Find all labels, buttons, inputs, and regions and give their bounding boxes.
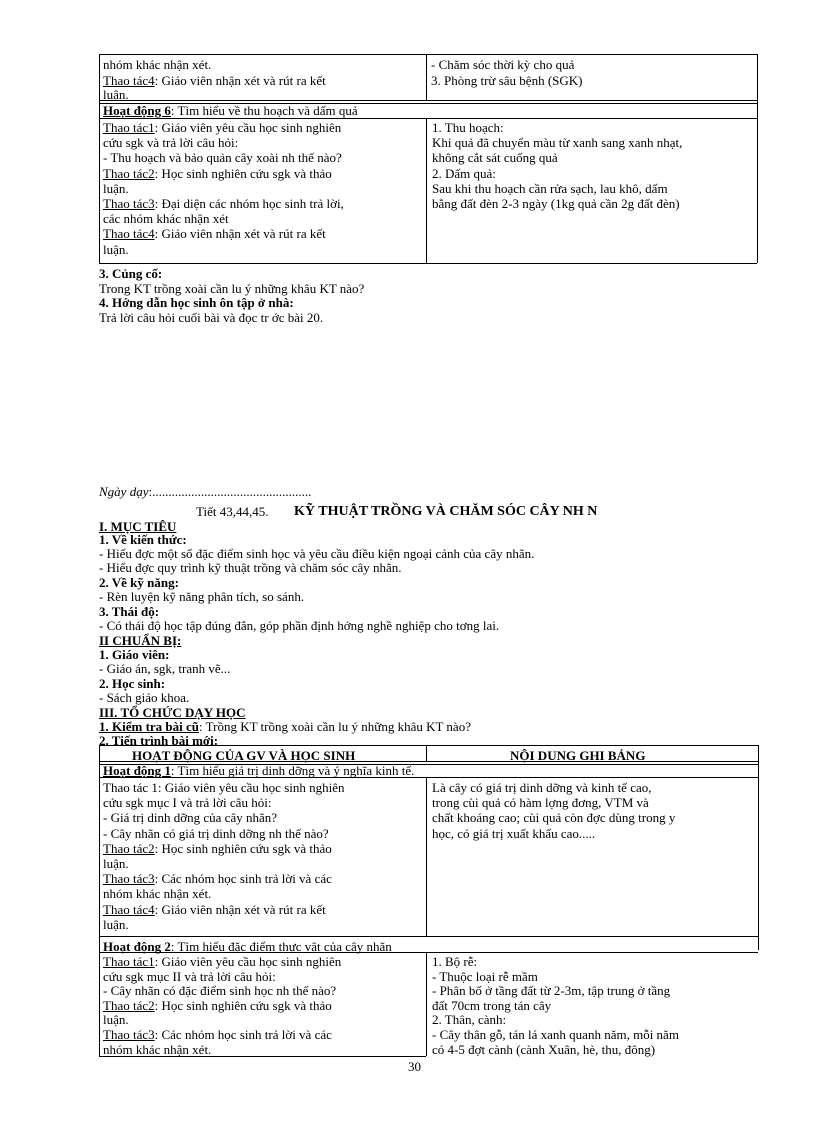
cell-line: [103, 167, 332, 180]
student-heading: 2. Học sinh:: [99, 676, 166, 691]
date-label: Ngày dạy: [99, 484, 149, 499]
lesson-title: KỸ THUẬT TRỒNG VÀ CHĂM SÓC CÂY NH N: [294, 504, 598, 519]
cell-line: [103, 243, 129, 256]
step-label: Thao tác3: [103, 196, 155, 211]
table2-border-right: [758, 745, 759, 950]
step-label: Thao tác1: [103, 120, 155, 135]
check-text: : Trồng KT trồng xoài cần lu ý những khâu KT nào?: [199, 719, 471, 734]
table2-row-separator: [99, 936, 758, 937]
cell-line: bằng đất đèn 2-3 ngày (1kg quả cần 2g đất đèn): [432, 196, 680, 211]
activity2-label: Hoạt động 2: [103, 939, 171, 954]
guide-title: 4. Hớng dẫn học sinh ôn tập ở nhà:: [99, 295, 294, 310]
cell-line: Là cây có giá trị dinh dỡng và kinh tế cao,: [432, 780, 652, 795]
cell-line: có 4-5 đợt cành (cành Xuân, hè, thu, đông): [432, 1041, 656, 1057]
cell-line: - Thuộc loại rễ mầm: [432, 968, 538, 984]
step-label: Thao tác2: [103, 997, 155, 1013]
cell-line: [103, 872, 332, 885]
cell-line: [103, 1028, 332, 1041]
consolidation-title: 3. Củng cố:: [99, 266, 163, 281]
cell-line: [103, 781, 345, 794]
organization-heading: III. TỔ CHỨC DẠY HỌC: [99, 705, 246, 720]
table2-activity2-divider: [426, 952, 427, 1056]
step-label: Thao tác2: [103, 165, 155, 181]
check-label: 1. Kiểm tra bài cũ: [99, 719, 200, 734]
activity6-text: : Tìm hiểu về thu hoạch và dấm quả: [170, 103, 358, 118]
top-table-divider: [426, 54, 427, 101]
activity1-text: : Tìm hiểu giá trị dinh dỡng và ý nghĩa kinh tế.: [170, 763, 415, 778]
cell-line: [103, 857, 129, 870]
cell-line: [103, 151, 342, 164]
check-old-lesson: [99, 720, 471, 733]
cell-line: đất 70cm trong tán cây: [432, 997, 552, 1013]
cell-line: [103, 903, 326, 916]
teacher-heading: 1. Giáo viên:: [99, 647, 170, 662]
step-label: Thao tác4: [103, 226, 155, 242]
process-heading: 2. Tiến trình bài mới:: [99, 733, 219, 748]
cell-line: [103, 136, 238, 149]
cell-line: [103, 227, 326, 240]
step-text: : Đại diện các nhóm học sinh trả lời,: [154, 196, 344, 211]
activity6-heading: [103, 104, 358, 117]
cell-line: [103, 197, 344, 210]
knowledge-item-2: - Hiểu đợc quy trình kỹ thuật trồng và chăm sóc cây nhãn.: [99, 560, 402, 575]
step-text: : Học sinh nghiên cứu sgk và thảo: [154, 997, 332, 1013]
cell-line: 1. Thu hoạch:: [432, 120, 504, 135]
cell-line: [103, 811, 277, 824]
page-number: 30: [408, 1059, 421, 1074]
top-table-border-top: [99, 54, 757, 55]
step-text: : Các nhóm học sinh trả lời và các: [154, 1027, 332, 1042]
step-text: Thao tác 1: Giáo viên yêu cầu học sinh nghiên: [103, 780, 345, 795]
step-text: luận.: [103, 180, 129, 196]
step-text: cứu sgk và trả lời câu hỏi:: [103, 135, 239, 151]
cell-line: - Phân bố ở tầng đất từ 2-3m, tập trung ở tầng: [432, 983, 671, 999]
step-label: Thao tác2: [103, 840, 155, 856]
step-text: : Giáo viên yêu cầu học sinh nghiên: [154, 120, 342, 135]
top-row1-left-line1: nhóm khác nhận xét.: [103, 57, 212, 72]
table2-activity1-divider: [426, 777, 427, 936]
cell-line: [103, 984, 336, 997]
step-text: cứu sgk mục I và trả lời câu hỏi:: [103, 795, 272, 811]
cell-line: chất khoáng cao; cùi quả còn đợc dùng trong y: [432, 810, 676, 826]
teacher-item-1: - Giáo án, sgk, tranh vẽ...: [99, 661, 231, 676]
step-text: nhóm khác nhận xét.: [103, 1041, 212, 1057]
top-row1-left-line2: [103, 74, 326, 87]
cell-line: 2. Dấm quả:: [432, 165, 496, 181]
top-row1-right-line2: 3. Phòng trừ sâu bệnh (SGK): [431, 73, 583, 88]
step-text: luận.: [103, 1012, 129, 1028]
cell-line: 2. Thân, cành:: [432, 1012, 507, 1028]
cell-line: [103, 955, 341, 968]
step-text: luận.: [103, 916, 129, 932]
cell-line: 1. Bộ rễ:: [432, 954, 478, 969]
attitude-item-1: - Có thái độ học tập đúng đắn, góp phần định hớng nghề nghiệp cho tơng lai.: [99, 618, 500, 633]
date-line: [99, 485, 311, 498]
cell-line: [103, 796, 271, 809]
guide-text: Trả lời câu hỏi cuối bài và đọc tr ớc bài 20.: [99, 310, 324, 325]
activity2-text: : Tìm hiểu đặc điểm thực vật của cây nhãn: [170, 939, 392, 954]
step-text: : Các nhóm học sinh trả lời và các: [154, 871, 332, 887]
cell-line: [103, 827, 329, 840]
cell-line: - Cây thân gỗ, tán lá xanh quanh năm, mỗi năm: [432, 1027, 679, 1042]
top-table-border-right: [757, 54, 758, 263]
step-text: : Giáo viên nhận xét và rút ra kết: [154, 73, 326, 88]
cell-line: [103, 842, 332, 855]
date-dots: :.................................................: [148, 484, 312, 499]
top-row1-left-line3: luận.: [103, 87, 129, 102]
step-label: Thao tác1: [103, 954, 155, 969]
student-item-1: - Sách giáo khoa.: [99, 690, 190, 705]
step-text: : Học sinh nghiên cứu sgk và thảo: [154, 165, 332, 181]
skills-item-1: - Rèn luyện kỹ năng phân tích, so sánh.: [99, 589, 305, 604]
step-text: cứu sgk mục II và trả lời câu hỏi:: [103, 968, 276, 984]
knowledge-item-1: - Hiểu đợc một số đặc điểm sinh học và yêu cầu điều kiện ngoại cảnh của cây nhãn.: [99, 546, 535, 561]
step-text: : Học sinh nghiên cứu sgk và thảo: [154, 840, 332, 856]
table2-border-left: [99, 745, 100, 1056]
cell-line: [103, 918, 129, 931]
step-text: - Thu hoạch và bảo quản cây xoài nh thế nào?: [103, 150, 342, 166]
step-text: : Giáo viên yêu cầu học sinh nghiên: [154, 954, 342, 969]
activity6-label: Hoạt động 6: [103, 103, 171, 118]
step-label: Thao tác3: [103, 1027, 155, 1042]
step-text: các nhóm khác nhận xét: [103, 211, 229, 227]
top-table-divider-2: [426, 118, 427, 263]
cell-line: [103, 1013, 129, 1026]
cell-line: [103, 121, 341, 134]
table2-border-top: [99, 745, 758, 746]
step-text: luận.: [103, 241, 129, 257]
table2-col1-header: HOẠT ĐỘNG CỦA GV VÀ HỌC SINH: [132, 748, 356, 763]
step-text: luận.: [103, 856, 129, 871]
cell-line: Khi quả đã chuyển màu từ xanh sang xanh nhạt,: [432, 135, 683, 151]
step-label: Thao tác3: [103, 871, 155, 887]
table2-header-divider: [426, 745, 427, 761]
cell-line: [103, 212, 229, 225]
step-text: : Giáo viên nhận xét và rút ra kết: [154, 901, 326, 917]
cell-line: học, có giá trị xuất khẩu cao.....: [432, 825, 596, 841]
cell-line: [103, 970, 276, 983]
cell-line: [103, 1043, 211, 1056]
cell-line: [103, 887, 211, 900]
cell-line: không cắt sát cuống quả: [432, 150, 558, 166]
step-label: Thao tác4: [103, 73, 155, 88]
activity2-heading: [103, 940, 392, 953]
lesson-period: Tiết 43,44,45.: [196, 504, 269, 519]
step-text: : Giáo viên nhận xét và rút ra kết: [154, 226, 326, 242]
prep-heading: II CHUẨN BỊ:: [99, 633, 182, 648]
activity1-heading: [103, 764, 414, 777]
consolidation-text: Trong KT trồng xoài cần lu ý những khâu KT nào?: [99, 281, 365, 296]
top-table-border-left: [99, 54, 100, 263]
attitude-heading: 3. Thái độ:: [99, 604, 160, 619]
cell-line: trong cùi quả có hàm lợng đơng, VTM và: [432, 795, 649, 811]
activity1-label: Hoạt động 1: [103, 763, 171, 778]
step-text: - Cây nhãn có giá trị dinh dỡng nh thế nào?: [103, 825, 329, 841]
top-table-border-bottom: [99, 263, 757, 264]
top-table-activity6-separator: [99, 118, 757, 119]
step-label: Thao tác4: [103, 901, 155, 917]
objectives-heading: I. MỤC TIÊU: [99, 519, 177, 534]
knowledge-heading: 1. Về kiến thức:: [99, 532, 187, 547]
step-text: - Giá trị dinh dỡng của cây nhãn?: [103, 810, 278, 826]
skills-heading: 2. Về kỹ năng:: [99, 575, 179, 590]
step-text: nhóm khác nhận xét.: [103, 886, 212, 902]
cell-line: Sau khi thu hoạch cần rửa sạch, lau khô, dấm: [432, 180, 668, 196]
top-row1-right-line1: - Chăm sóc thời kỳ cho quả: [431, 57, 575, 72]
table2-col2-header: NỘI DUNG GHI BẢNG: [510, 748, 646, 763]
step-text: - Cây nhãn có đặc điểm sinh học nh thế nào?: [103, 983, 337, 999]
cell-line: [103, 999, 332, 1012]
cell-line: [103, 182, 129, 195]
